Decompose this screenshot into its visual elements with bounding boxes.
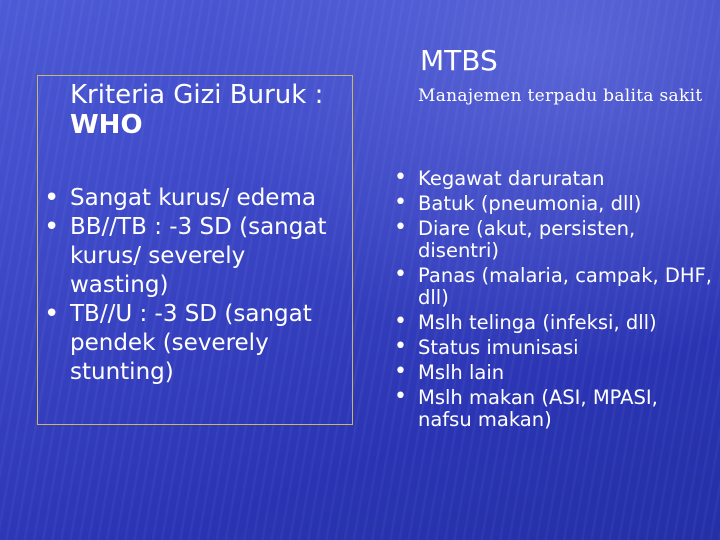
criteria-item: • TB//U : -3 SD (sangat pendek (severely stunting) bbox=[44, 299, 312, 385]
bullet-icon: • bbox=[394, 359, 407, 384]
mtbs-item: • Panas (malaria, campak, DHF, dll) bbox=[394, 262, 712, 309]
bullet-icon: • bbox=[394, 334, 407, 359]
bullet-icon: • bbox=[394, 215, 407, 240]
bullet-icon: • bbox=[44, 183, 60, 213]
criteria-item: • Sangat kurus/ edema bbox=[44, 183, 316, 213]
bullet-icon: • bbox=[394, 309, 407, 334]
criteria-title-line2: WHO bbox=[70, 110, 143, 140]
mtbs-subtitle: Manajemen terpadu balita sakit bbox=[418, 86, 703, 106]
bullet-icon: • bbox=[394, 262, 407, 287]
bullet-icon: • bbox=[44, 212, 60, 242]
mtbs-item: • Mslh lain bbox=[394, 359, 505, 384]
criteria-item: • BB//TB : -3 SD (sangat kurus/ severely wasting) bbox=[44, 212, 327, 298]
criteria-title bbox=[70, 80, 360, 140]
mtbs-item: • Kegawat daruratan bbox=[394, 165, 605, 190]
criteria-list bbox=[44, 184, 344, 387]
mtbs-list bbox=[394, 165, 714, 434]
bullet-icon: • bbox=[394, 165, 407, 190]
mtbs-item: • Mslh telinga (infeksi, dll) bbox=[394, 309, 657, 334]
bullet-icon: • bbox=[394, 190, 407, 215]
mtbs-item: • Status imunisasi bbox=[394, 334, 579, 359]
bullet-icon: • bbox=[394, 384, 407, 409]
mtbs-title: MTBS bbox=[420, 44, 498, 77]
mtbs-item: • Mslh makan (ASI, MPASI, nafsu makan) bbox=[394, 384, 658, 431]
bullet-icon: • bbox=[44, 299, 60, 329]
criteria-title-line1: Kriteria Gizi Buruk : bbox=[70, 80, 324, 110]
mtbs-item: • Batuk (pneumonia, dll) bbox=[394, 190, 642, 215]
mtbs-item: • Diare (akut, persisten, disentri) bbox=[394, 215, 636, 262]
